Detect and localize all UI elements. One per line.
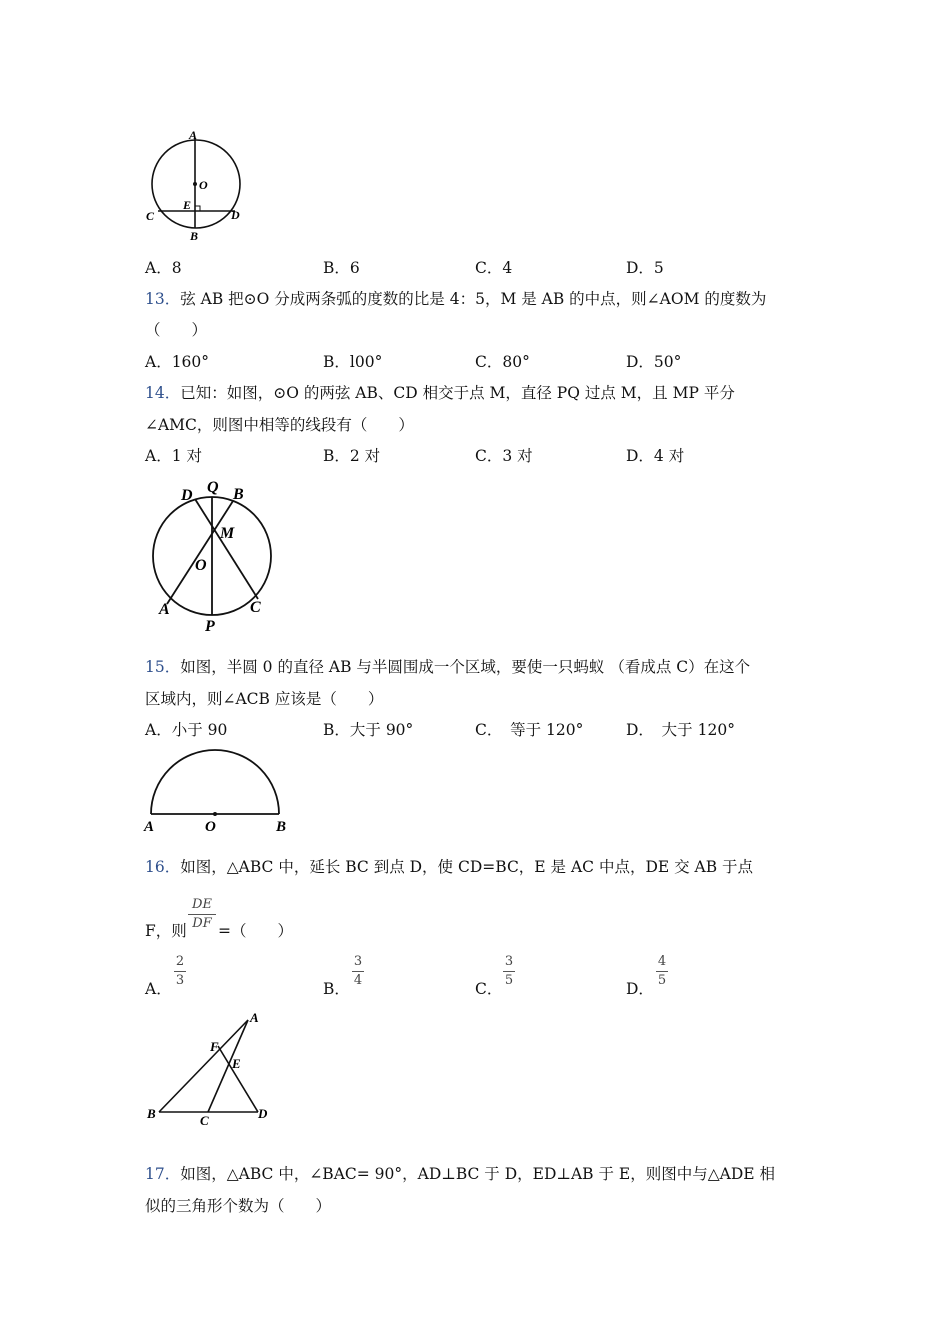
q15-stem <box>145 657 750 677</box>
q16-option-a-fraction <box>174 954 186 989</box>
q16-option-c-label: C． <box>475 980 503 998</box>
fraction-bar <box>352 971 364 972</box>
q12-option-c: C．4 <box>475 259 513 277</box>
fraction-bar <box>188 914 216 915</box>
q14-option-a: A．1 对 <box>145 447 202 465</box>
q16-line2-suffix: =（ ） <box>218 922 293 940</box>
q17-line2: 似的三角形个数为（ ） <box>145 1197 332 1215</box>
figure-triangle-extended <box>140 1006 280 1131</box>
q17-number: 17． <box>145 1165 181 1183</box>
q15-line2: 区域内，则∠ACB 应该是（ ） <box>145 690 384 708</box>
label-O: O <box>199 178 208 192</box>
label-D: D <box>258 1106 268 1121</box>
q15-text: 如图，半圆 0 的直径 AB 与半圆围成一个区域，要使一只蚂蚁 （看成点 C）在这个 <box>180 658 751 676</box>
q14-line2: ∠AMC，则图中相等的线段有（ ） <box>145 416 414 434</box>
numerator: 3 <box>353 954 363 969</box>
q14-text: 已知：如图，⊙O 的两弦 AB、CD 相交于点 M，直径 PQ 过点 M，且 MP 平分 <box>180 384 735 402</box>
q16-line2-prefix: F，则 <box>145 922 187 940</box>
q16-text: 如图，△ABC 中，延长 BC 到点 D，使 CD=BC，E 是 AC 中点，DE 交 AB 于点 <box>180 858 754 876</box>
q16-number: 16． <box>145 858 181 876</box>
denominator: 5 <box>657 973 667 988</box>
q16-option-b-label: B． <box>323 980 350 998</box>
label-O: O <box>205 819 216 835</box>
q16-option-b-fraction <box>352 954 364 989</box>
label-C: C <box>146 209 155 223</box>
q15-option-d: D． 大于 120° <box>626 721 735 739</box>
q15-option-b: B．大于 90° <box>323 721 414 739</box>
q13-option-c: C．80° <box>475 353 530 371</box>
label-D: D <box>231 208 240 222</box>
fraction-de-df <box>188 897 216 932</box>
label-C: C <box>200 1113 209 1128</box>
label-A: A <box>144 819 155 835</box>
q13-paren: （ ） <box>145 321 208 339</box>
q14-option-c: C．3 对 <box>475 447 533 465</box>
q15-option-a: A．小于 90 <box>145 721 228 739</box>
denominator: 4 <box>353 973 363 988</box>
figure-semicircle <box>140 744 300 836</box>
q13-text: 弦 AB 把⊙O 分成两条弧的度数的比是 4：5，M 是 AB 的中点，则∠AOM 的度数为 <box>180 290 767 308</box>
label-B: B <box>233 486 244 503</box>
q13-stem <box>145 289 766 309</box>
numerator: 2 <box>175 954 185 969</box>
q13-option-b: B．l00° <box>323 353 383 371</box>
q16-option-c-fraction <box>503 954 515 989</box>
figure-circle-chord <box>140 122 260 248</box>
label-E: E <box>183 198 192 212</box>
q16-option-d-fraction <box>656 954 668 989</box>
label-Q: Q <box>207 479 219 496</box>
label-M: M <box>220 525 235 542</box>
label-A: A <box>159 601 170 618</box>
denominator: 5 <box>504 973 514 988</box>
label-O: O <box>195 557 207 574</box>
numerator: 3 <box>504 954 514 969</box>
label-A: A <box>189 128 198 142</box>
q13-option-d: D．50° <box>626 353 682 371</box>
q14-stem <box>145 383 735 403</box>
label-E: E <box>232 1056 241 1071</box>
q13-option-a: A．160° <box>145 353 210 371</box>
fraction-bar <box>503 971 515 972</box>
numerator: 4 <box>657 954 667 969</box>
label-B: B <box>190 229 199 243</box>
denominator: 3 <box>175 973 185 988</box>
q14-option-b: B．2 对 <box>323 447 381 465</box>
label-A: A <box>250 1010 259 1025</box>
q17-stem <box>145 1164 775 1184</box>
fraction-denominator: DF <box>192 916 212 931</box>
label-B: B <box>276 819 287 835</box>
label-P: P <box>205 618 215 635</box>
q17-text: 如图，△ABC 中，∠BAC= 90°，AD⊥BC 于 D，ED⊥AB 于 E，则图中与△ADE 相 <box>180 1165 776 1183</box>
q12-option-d: D．5 <box>626 259 664 277</box>
label-D: D <box>181 487 193 504</box>
label-F: F <box>210 1039 219 1054</box>
label-B: B <box>147 1106 156 1121</box>
q16-option-d-label: D． <box>626 980 654 998</box>
q16-stem <box>145 857 753 877</box>
label-C: C <box>250 599 261 616</box>
q14-option-d: D．4 对 <box>626 447 685 465</box>
q14-number: 14． <box>145 384 181 402</box>
fraction-bar <box>174 971 186 972</box>
figure-circle-intersecting-chords <box>145 474 285 636</box>
q12-option-b: B．6 <box>323 259 360 277</box>
q15-option-c: C． 等于 120° <box>475 721 584 739</box>
q16-option-a-label: A． <box>145 980 172 998</box>
fraction-bar <box>656 971 668 972</box>
q13-number: 13． <box>145 290 181 308</box>
q12-option-a: A．8 <box>145 259 182 277</box>
fraction-numerator: DE <box>192 897 212 912</box>
q15-number: 15． <box>145 658 181 676</box>
